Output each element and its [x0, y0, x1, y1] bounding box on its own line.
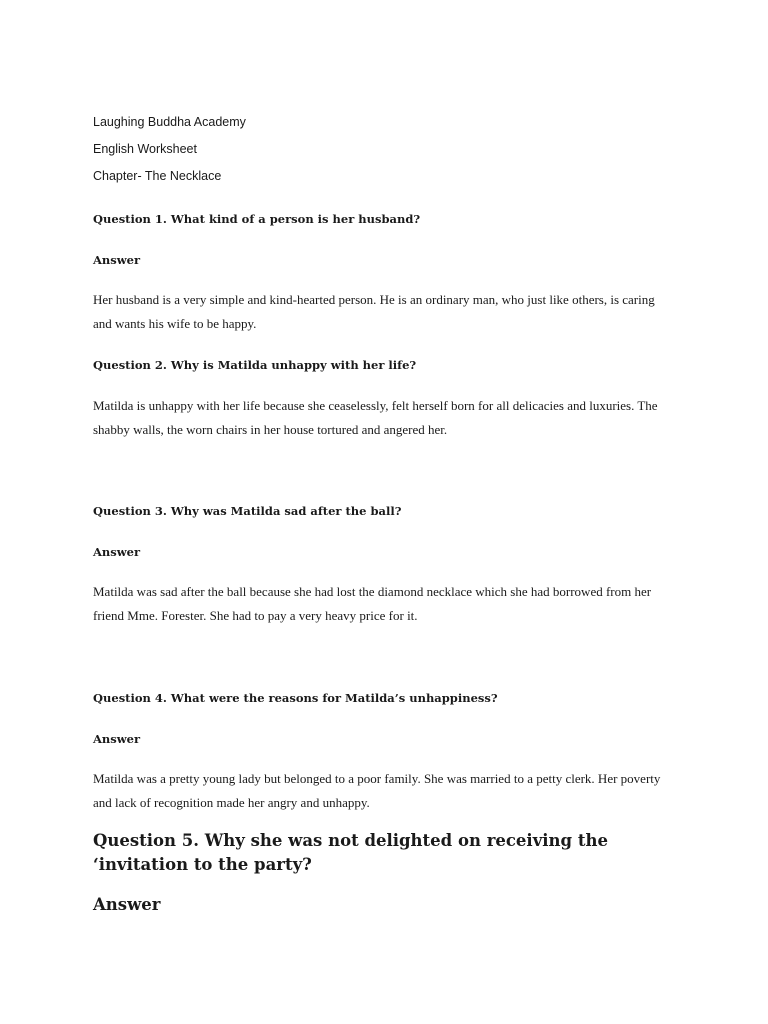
school-name: Laughing Buddha Academy [93, 115, 246, 129]
answer-3: Matilda was sad after the ball because she had lost the diamond necklace which she had borrowed from her friend Mme. Forester. She had to pay a very heavy price for it. [93, 584, 652, 623]
answer-label-5: Answer [93, 895, 161, 914]
question-2: Question 2. Why is Matilda unhappy with her life? [93, 358, 417, 372]
answer-label-1: Answer [93, 253, 141, 267]
answer-2: Matilda is unhappy with her life because she ceaselessly, felt herself born for all delicacies and luxuries. The shabby walls, the worn chairs in her house tortured and angered her. [93, 398, 658, 437]
answer-label-4: Answer [93, 732, 141, 746]
answer-label-3: Answer [93, 545, 141, 559]
question-1: Question 1. What kind of a person is her husband? [93, 212, 421, 226]
question-5: Question 5. Why she was not delighted on receiving the ‘invitation to the party? [93, 831, 608, 874]
question-3: Question 3. Why was Matilda sad after the ball? [93, 504, 402, 518]
answer-4: Matilda was a pretty young lady but belonged to a poor family. She was married to a petty clerk. Her poverty and lack of recognition made her angry and unhappy. [93, 771, 661, 810]
question-4: Question 4. What were the reasons for Matilda’s unhappiness? [93, 691, 498, 705]
answer-1: Her husband is a very simple and kind-hearted person. He is an ordinary man, who just like others, is caring and wants his wife to be happy. [93, 292, 655, 331]
chapter-title: Chapter- The Necklace [93, 169, 222, 183]
worksheet-subject: English Worksheet [93, 142, 197, 156]
